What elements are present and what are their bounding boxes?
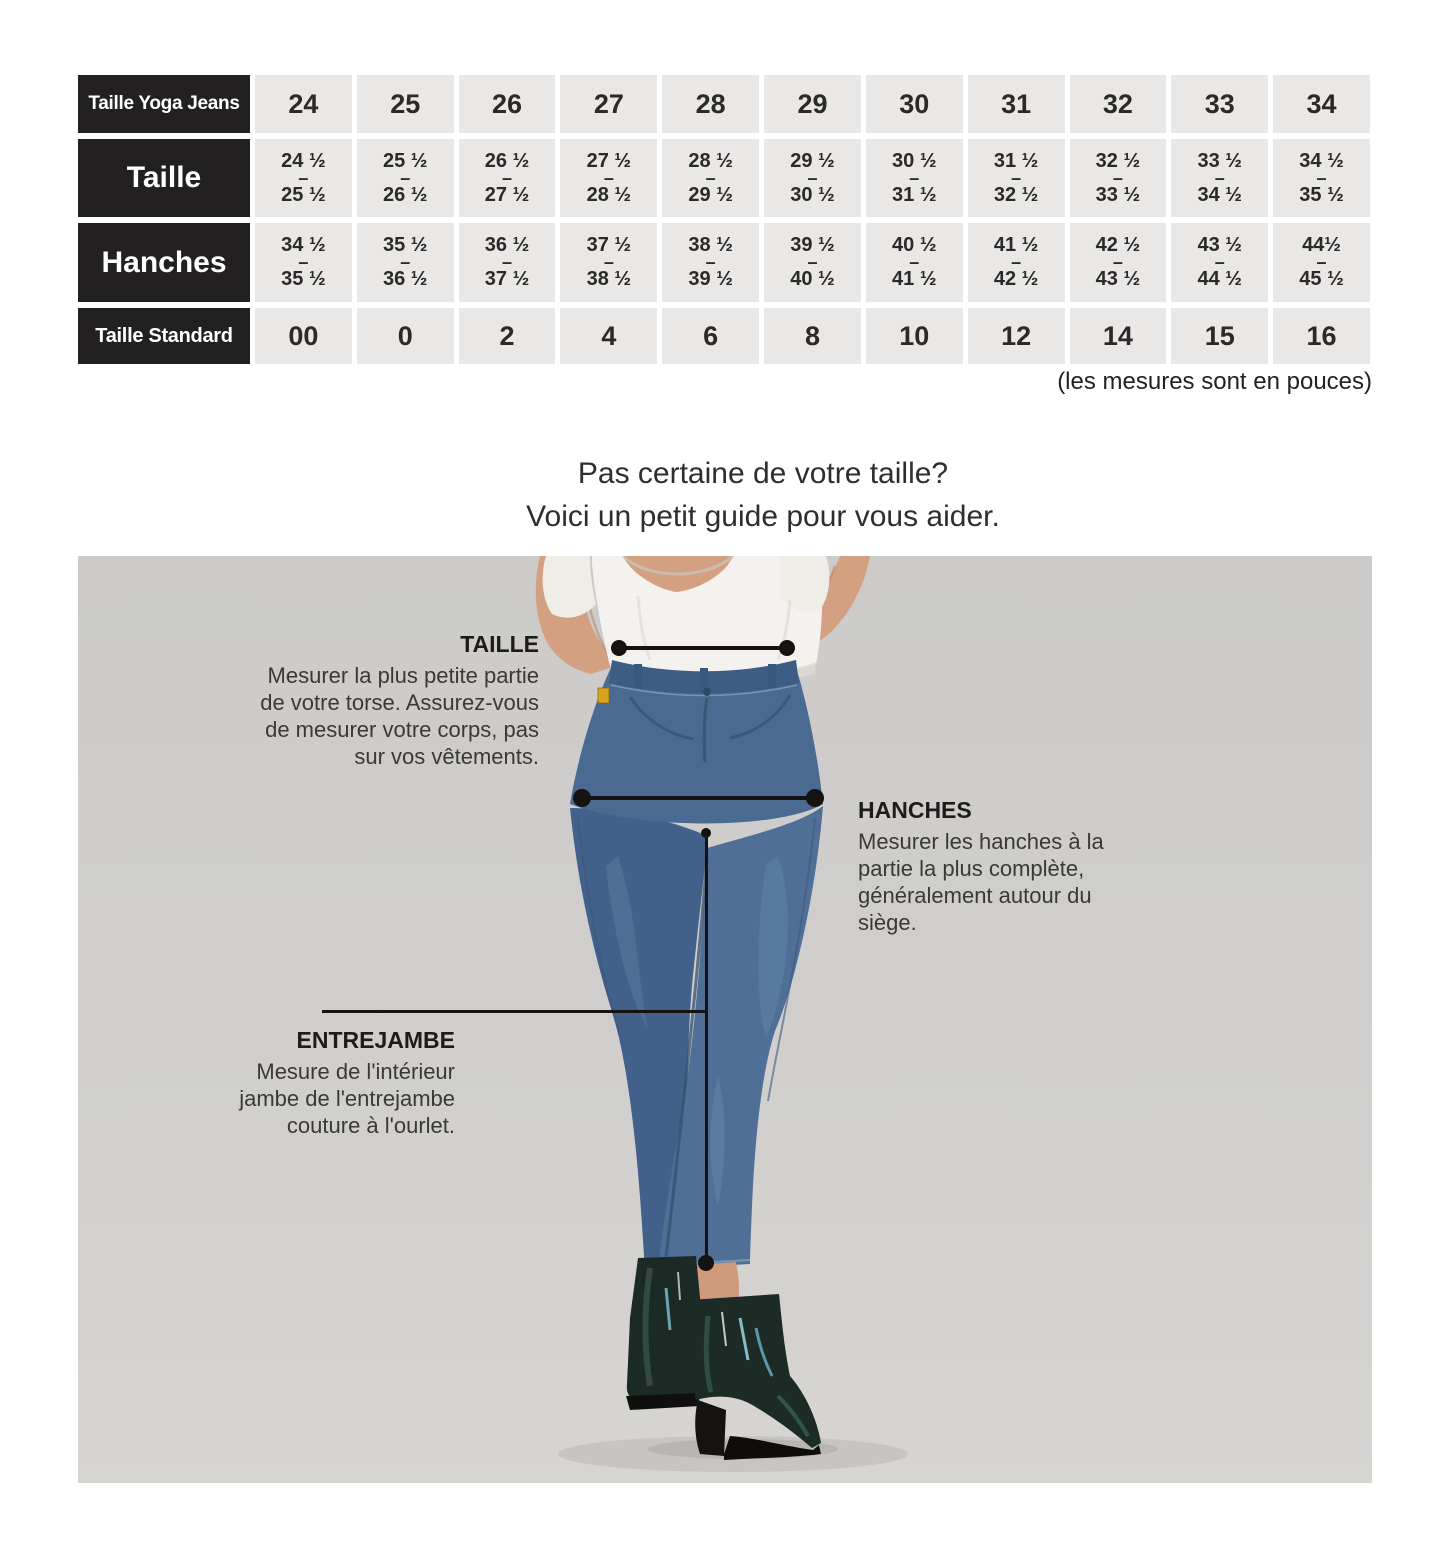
waist-range-bottom: 26 ½ [382,183,428,206]
hips-range-bottom: 38 ½ [586,268,632,290]
standard-size-cell: 16 [1273,308,1370,364]
hips-range-cell [1171,223,1268,302]
waist-range-top: 34 ½ [1299,149,1344,172]
entrejambe-crotch-dot [701,828,711,838]
hanches-annotation [858,796,1104,936]
range-dash: – [1011,252,1022,272]
row-label-standard: Taille Standard [78,308,250,364]
size-column [459,75,556,364]
range-dash: – [502,252,513,272]
hanches-dot-left [573,789,591,807]
waist-range-bottom: 30 ½ [790,183,835,206]
taille-line [619,646,787,650]
waist-range-cell [866,139,963,217]
taille-dot-right [779,640,795,656]
waist-range-cell [1070,139,1167,217]
hips-range-bottom: 45 ½ [1299,268,1344,290]
range-dash: – [298,252,309,272]
range-dash: – [603,252,614,272]
waist-range-bottom: 28 ½ [586,183,632,206]
hips-range-bottom: 40 ½ [790,268,835,290]
hips-range-top: 40 ½ [892,234,937,256]
entrejambe-text-line: couture à l'ourlet. [286,1113,455,1138]
size-cell: 29 [764,75,861,133]
hips-range-bottom: 35 ½ [281,268,326,290]
hips-range-cell [968,223,1065,302]
waist-range-cell [357,139,454,217]
intro-line-1: Pas certaine de votre taille? [577,457,949,490]
range-dash: – [298,167,309,188]
hanches-text-line: généralement autour du [858,883,1092,908]
range-dash: – [807,252,818,272]
hips-range-cell [662,223,759,302]
waist-range-top: 24 ½ [281,149,326,172]
standard-size-cell: 14 [1070,308,1167,364]
size-cell: 27 [560,75,657,133]
hips-range-top: 38 ½ [688,234,733,256]
waist-range-top: 31 ½ [993,149,1039,172]
size-cell: 24 [255,75,352,133]
model-jeans [570,660,823,1274]
hips-range-top: 36 ½ [484,234,530,256]
range-dash: – [909,167,920,188]
waist-range-top: 33 ½ [1197,149,1242,172]
hips-range-cell [255,223,352,302]
standard-size-cell: 2 [459,308,556,364]
hanches-line [582,796,815,800]
size-cell: 25 [357,75,454,133]
corner-label-cell: Taille Yoga Jeans [78,75,250,133]
range-dash: – [1316,167,1327,188]
taille-text-line: sur vos vêtements. [354,744,539,769]
range-dash: – [1011,167,1022,188]
waist-range-top: 32 ½ [1095,149,1141,172]
size-column [1171,75,1268,364]
size-column [1273,75,1370,364]
brand-patch [598,688,609,703]
waist-range-bottom: 29 ½ [688,183,733,206]
hips-range-top: 37 ½ [586,234,632,256]
hips-range-top: 44½ [1302,234,1341,256]
row-label-hips: Hanches [78,223,250,302]
taille-annotation [260,630,539,770]
waist-range-top: 26 ½ [484,149,530,172]
entrejambe-vertical-line [705,832,708,1264]
hips-range-bottom: 42 ½ [993,268,1039,290]
hips-range-bottom: 39 ½ [688,268,733,290]
entrejambe-horizontal-line [322,1010,708,1013]
hips-range-cell [1070,223,1167,302]
size-column [968,75,1065,364]
entrejambe-annotation [239,1026,455,1139]
size-cell: 34 [1273,75,1370,133]
waist-range-cell [1171,139,1268,217]
range-dash: – [502,167,513,188]
waist-range-bottom: 27 ½ [484,183,530,206]
range-dash: – [1214,167,1225,188]
standard-size-cell: 00 [255,308,352,364]
hips-range-cell [560,223,657,302]
hips-range-top: 42 ½ [1095,234,1141,256]
range-dash: – [705,252,716,272]
waist-range-bottom: 33 ½ [1095,183,1141,206]
hips-range-cell [866,223,963,302]
size-column [560,75,657,364]
hips-range-top: 34 ½ [281,234,326,256]
taille-text-line: Mesurer la plus petite partie [267,663,539,688]
hips-range-bottom: 41 ½ [892,268,937,290]
range-dash: – [705,167,716,188]
standard-size-cell: 0 [357,308,454,364]
waist-range-cell [968,139,1065,217]
range-dash: – [603,167,614,188]
size-column [764,75,861,364]
waist-range-bottom: 25 ½ [281,183,326,206]
standard-size-cell: 12 [968,308,1065,364]
hanches-text-line: partie la plus complète, [858,856,1085,881]
size-column [662,75,759,364]
size-cell: 30 [866,75,963,133]
standard-size-cell: 4 [560,308,657,364]
entrejambe-text-line: Mesure de l'intérieur [256,1059,455,1084]
range-dash: – [909,252,920,272]
waist-range-cell [459,139,556,217]
hanches-title: HANCHES [858,797,972,823]
size-column [1070,75,1167,364]
waist-range-cell [560,139,657,217]
hanches-dot-right [806,789,824,807]
hips-range-cell [764,223,861,302]
waist-range-bottom: 34 ½ [1197,183,1242,206]
hips-range-cell [357,223,454,302]
hips-range-cell [459,223,556,302]
hips-range-bottom: 43 ½ [1095,268,1141,290]
range-dash: – [1214,252,1225,272]
entrejambe-title: ENTREJAMBE [296,1027,455,1053]
size-column [255,75,352,364]
hips-range-top: 35 ½ [382,234,428,256]
size-column [866,75,963,364]
size-cell: 31 [968,75,1065,133]
hanches-text-line: siège. [858,910,917,935]
hips-range-bottom: 44 ½ [1197,268,1242,290]
hips-range-top: 39 ½ [790,234,835,256]
waist-range-bottom: 32 ½ [993,183,1039,206]
hips-range-bottom: 37 ½ [484,268,530,290]
fit-guide-photo [78,556,1372,1483]
hips-range-top: 43 ½ [1197,234,1242,256]
waist-range-cell [1273,139,1370,217]
standard-size-cell: 10 [866,308,963,364]
intro-heading [116,452,1410,538]
range-dash: – [1112,252,1123,272]
standard-size-cell: 8 [764,308,861,364]
size-cell: 33 [1171,75,1268,133]
units-note: (les mesures sont en pouces) [1057,368,1372,395]
waist-range-top: 29 ½ [790,149,835,172]
taille-text-line: de mesurer votre corps, pas [265,717,539,742]
range-dash: – [400,252,411,272]
hips-range-cell [1273,223,1370,302]
entrejambe-text-line: jambe de l'entrejambe [239,1086,455,1111]
taille-title: TAILLE [460,631,539,657]
size-cell: 26 [459,75,556,133]
waist-range-top: 25 ½ [382,149,428,172]
taille-text-line: de votre torse. Assurez-vous [260,690,539,715]
hanches-text-line: Mesurer les hanches à la [858,829,1104,854]
hips-range-top: 41 ½ [993,234,1039,256]
entrejambe-hem-dot [698,1255,714,1271]
standard-size-cell: 6 [662,308,759,364]
size-column [357,75,454,364]
range-dash: – [807,167,818,188]
waist-range-cell [255,139,352,217]
range-dash: – [400,167,411,188]
range-dash: – [1316,252,1327,272]
taille-dot-left [611,640,627,656]
hips-range-bottom: 36 ½ [382,268,428,290]
waist-range-bottom: 35 ½ [1299,183,1344,206]
size-table [78,75,1370,364]
row-label-waist: Taille [78,139,250,217]
table-row-labels [78,75,250,364]
standard-size-cell: 15 [1171,308,1268,364]
waist-range-bottom: 31 ½ [892,183,937,206]
waist-range-top: 27 ½ [586,149,632,172]
waist-range-top: 30 ½ [892,149,937,172]
waist-range-cell [662,139,759,217]
range-dash: – [1112,167,1123,188]
size-cell: 28 [662,75,759,133]
intro-line-2: Voici un petit guide pour vous aider. [526,500,1000,533]
waist-range-top: 28 ½ [688,149,733,172]
waist-range-cell [764,139,861,217]
size-cell: 32 [1070,75,1167,133]
